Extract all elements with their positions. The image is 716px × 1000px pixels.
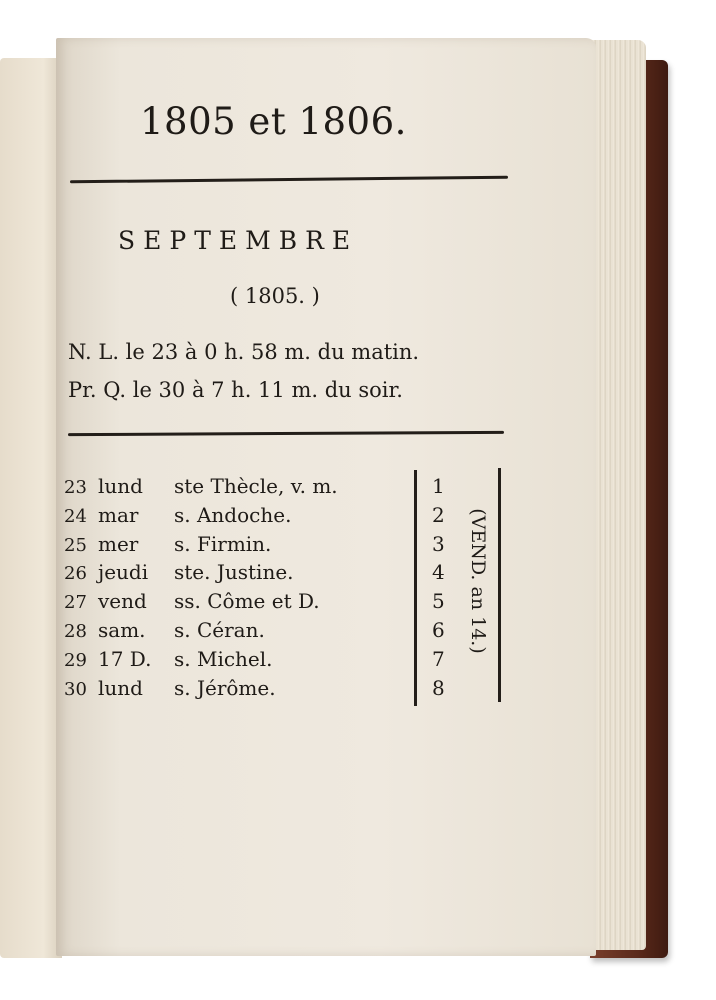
row-day: jeudi [98, 560, 149, 585]
row-day: sam. [98, 617, 146, 642]
calendar-row [64, 532, 424, 561]
row-day: vend [98, 589, 147, 614]
republican-day: 8 [432, 675, 445, 700]
row-date: 26 [64, 563, 87, 585]
calendar-table [64, 474, 424, 704]
republican-day: 6 [432, 617, 445, 642]
bracket-line [498, 468, 501, 702]
row-date: 28 [64, 620, 87, 642]
republican-day: 2 [432, 502, 445, 527]
row-day: mer [98, 531, 139, 556]
row-saint: s. Firmin. [174, 531, 272, 556]
republican-day-numbers [432, 474, 452, 704]
month-year: ( 1805. ) [230, 284, 320, 308]
row-saint: ste. Justine. [174, 560, 294, 585]
row-saint: ss. Côme et D. [174, 589, 320, 614]
page-title: 1805 et 1806. [140, 100, 407, 143]
first-quarter-line: Pr. Q. le 30 à 7 h. 11 m. du soir. [68, 378, 403, 402]
month-name: SEPTEMBRE [118, 226, 359, 255]
row-day: mar [98, 502, 139, 527]
row-date: 30 [64, 678, 87, 700]
calendar-row [64, 676, 424, 705]
calendar-row [64, 503, 424, 532]
row-saint: ste Thècle, v. m. [174, 474, 338, 498]
row-day: lund [98, 474, 143, 498]
row-saint: s. Céran. [174, 617, 265, 642]
new-moon-line: N. L. le 23 à 0 h. 58 m. du matin. [68, 340, 420, 364]
column-divider [414, 470, 417, 706]
republican-day: 5 [432, 589, 445, 614]
left-page [0, 58, 62, 958]
calendar-row [64, 618, 424, 647]
row-date: 27 [64, 592, 87, 614]
republican-month-label: (VEND. an 14.) [467, 508, 489, 654]
row-day: lund [98, 675, 143, 700]
row-date: 24 [64, 505, 87, 527]
row-date: 25 [64, 534, 87, 556]
republican-day: 1 [432, 474, 445, 498]
row-saint: s. Jérôme. [174, 675, 276, 700]
calendar-row [64, 474, 424, 503]
republican-day: 7 [432, 646, 445, 671]
row-day: 17 D. [98, 646, 152, 671]
calendar-row [64, 647, 424, 676]
republican-day: 4 [432, 560, 445, 585]
calendar-row [64, 589, 424, 618]
calendar-row [64, 560, 424, 589]
republican-day: 3 [432, 531, 445, 556]
row-saint: s. Michel. [174, 646, 273, 671]
row-date: 29 [64, 649, 87, 671]
row-date: 23 [64, 477, 87, 498]
row-saint: s. Andoche. [174, 502, 292, 527]
